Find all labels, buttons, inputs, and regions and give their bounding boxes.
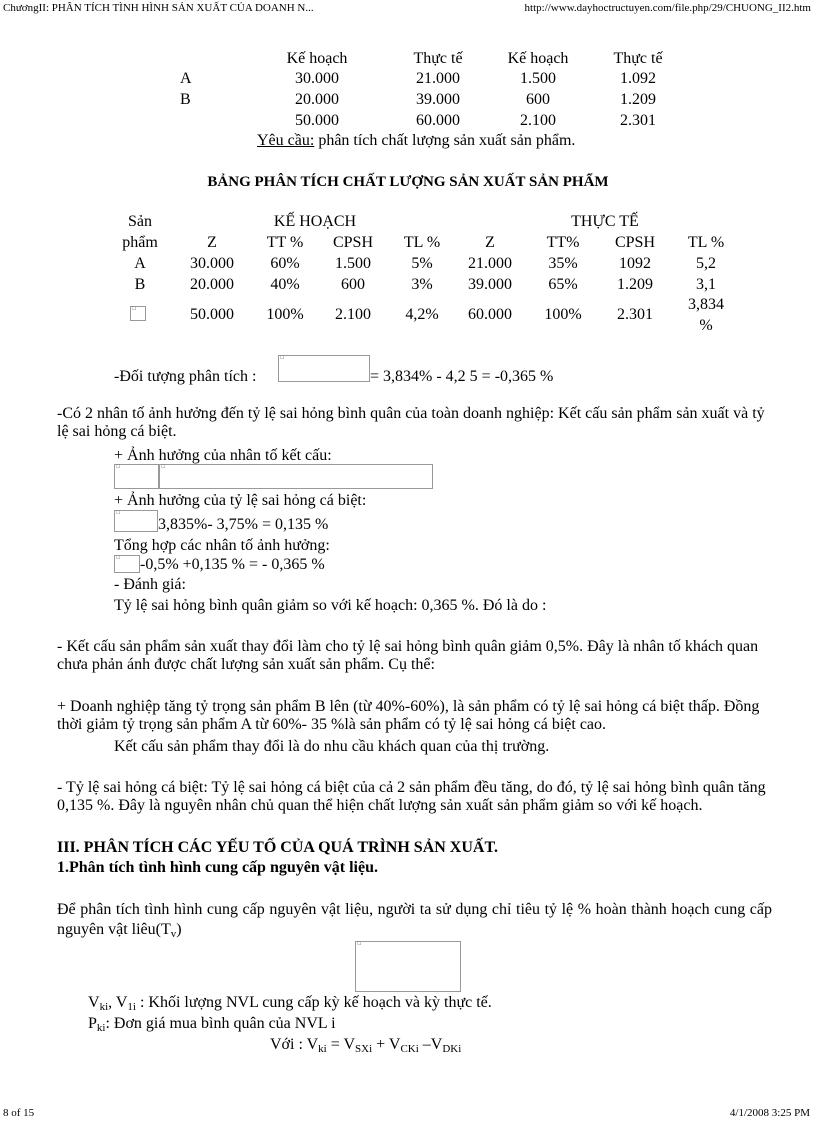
var-sub: CKi — [400, 1043, 419, 1055]
var-sub: ki — [318, 1043, 327, 1055]
top-row-label: A — [180, 70, 192, 87]
formula-part: Với : V — [270, 1036, 319, 1053]
table-cell: 60.000 — [468, 306, 512, 323]
definition-formula — [270, 1036, 461, 1054]
formula-image — [278, 355, 370, 382]
individual-factor-label: + Ảnh hưởng của tỷ lệ sai hỏng cá biệt: — [114, 492, 367, 509]
formula-image — [114, 510, 158, 532]
formula-part: –V — [418, 1036, 443, 1053]
analysis-object-label: -Đối tượng phân tích : — [114, 368, 257, 385]
paragraph-market: Kết cấu sản phẩm thay đổi là do nhu cầu khách quan của thị trường. — [114, 738, 550, 755]
top-cell: 60.000 — [416, 112, 460, 129]
section-intro-text: Để phân tích tình hình cung cấp nguyên vật liệu, người ta sử dụng chỉ tiêu tỷ lệ % hoàn thành hoạch cung cấp nguyên vật liêu(T — [57, 901, 772, 938]
var-sub: SXi — [355, 1043, 373, 1055]
evaluation-text: Tỷ lệ sai hỏng bình quân giảm so với kế hoạch: 0,365 %. Đó là do : — [114, 597, 547, 614]
top-cell: 20.000 — [295, 91, 339, 108]
table-cell: 1.500 — [335, 255, 371, 272]
page-footer-datetime: 4/1/2008 3:25 PM — [729, 1107, 810, 1119]
page-footer-number: 8 of 15 — [3, 1107, 35, 1119]
definition-p — [88, 1015, 336, 1033]
definition-text: : Đơn giá mua bình quân của NVL i — [105, 1015, 336, 1032]
table-cell: 100% — [544, 306, 582, 323]
table-cell: 30.000 — [190, 255, 234, 272]
requirement-label: Yêu cầu: — [257, 132, 315, 149]
var-sub: ki — [96, 1022, 106, 1034]
formula-image — [114, 464, 159, 489]
table-cell: 50.000 — [190, 306, 234, 323]
sum-symbol-image — [130, 306, 146, 321]
var-p: P — [88, 1015, 97, 1032]
table-cell: 2.100 — [335, 306, 371, 323]
section-heading: III. PHÂN TÍCH CÁC YẾU TỐ CỦA QUÁ TRÌNH SẢN XUẤT. — [57, 839, 498, 856]
sub-header: Z — [485, 234, 495, 251]
sub-header: CPSH — [614, 234, 656, 251]
row-label: A — [134, 255, 146, 272]
sub-header: TT% — [546, 234, 580, 251]
section-intro-sub: v — [170, 928, 177, 940]
table-cell: 39.000 — [468, 276, 512, 293]
formula-image — [159, 464, 433, 489]
table-cell-percent: % — [699, 317, 713, 334]
page-header-url: http://www.dayhoctructuyen.com/file.php/29/CHUONG_II2.htm — [524, 2, 811, 14]
table-cell: 60% — [270, 255, 300, 272]
product-header-line1: Sản — [128, 213, 152, 230]
top-cell: 50.000 — [295, 112, 339, 129]
table-cell: 4,2% — [405, 306, 439, 323]
table-cell: 600 — [341, 276, 365, 293]
top-cell: 1.092 — [620, 70, 656, 87]
table-cell: 2.301 — [617, 306, 653, 323]
top-col-header: Thực tế — [413, 50, 463, 67]
table-cell: 5,2 — [696, 255, 716, 272]
top-cell: 2.301 — [620, 112, 656, 129]
individual-factor-formula: 3,835%- 3,75% = 0,135 % — [158, 516, 329, 533]
formula-image — [114, 555, 140, 573]
summary-label: Tổng hợp các nhân tố ảnh hưởng: — [114, 537, 330, 554]
top-cell: 1.209 — [620, 91, 656, 108]
table-cell: 21.000 — [468, 255, 512, 272]
actual-header: THỰC TẾ — [571, 213, 639, 230]
requirement — [257, 132, 575, 150]
top-cell: 2.100 — [520, 112, 556, 129]
table-cell: 100% — [266, 306, 304, 323]
section-intro-end: ) — [176, 921, 182, 938]
section-intro — [57, 900, 772, 940]
top-cell: 600 — [526, 91, 550, 108]
formula-part: = V — [326, 1036, 356, 1053]
paragraph-individual: - Tỷ lệ sai hỏng cá biệt: Tỷ lệ sai hỏng cá biệt của cả 2 sản phẩm đều tăng, do đó, tỷ lệ sai hỏng bình quân tăng 0,135 %. Đây là nguyên nhân chủ quan thể hiện chất lượng sản xuất sản phẩm giảm so với kế hoạch. — [57, 779, 766, 814]
page-header-title: ChươngII: PHÂN TÍCH TÌNH HÌNH SẢN XUẤT CỦA DOANH N... — [3, 2, 314, 14]
table-cell: 3,834 — [688, 296, 724, 313]
row-label: B — [134, 276, 146, 293]
definition-v — [88, 994, 492, 1012]
top-col-header: Kế hoạch — [286, 50, 348, 67]
sub-header: Z — [207, 234, 217, 251]
table-cell: 3% — [411, 276, 433, 293]
factors-intro: -Có 2 nhân tố ảnh hưởng đến tỷ lệ sai hỏng bình quân của toàn doanh nghiệp: Kết cấu sản phẩm sản xuất và tỷ lệ sai hỏng cá biệt. — [57, 405, 765, 440]
top-cell: 30.000 — [295, 70, 339, 87]
evaluation-label: - Đánh giá: — [114, 576, 186, 593]
top-cell: 1.500 — [520, 70, 556, 87]
table-cell: 5% — [411, 255, 433, 272]
var-v: V — [115, 994, 128, 1011]
table-cell: 20.000 — [190, 276, 234, 293]
definition-text: : Khối lượng NVL cung cấp kỳ kế hoạch và kỳ thực tế. — [135, 994, 492, 1011]
var-sub: ki — [99, 1001, 109, 1013]
table-cell: 40% — [270, 276, 300, 293]
var-v: V — [88, 994, 100, 1011]
section-subheading: 1.Phân tích tình hình cung cấp nguyên vật liệu. — [57, 859, 378, 876]
formula-part: + V — [372, 1036, 401, 1053]
top-cell: 39.000 — [416, 91, 460, 108]
sub-header: CPSH — [332, 234, 374, 251]
requirement-text: phân tích chất lượng sản xuất sản phẩm. — [314, 132, 576, 149]
table-cell: 1.209 — [617, 276, 653, 293]
summary-formula: -0,5% +0,135 % = - 0,365 % — [140, 556, 325, 573]
table-cell: 1092 — [619, 255, 651, 272]
sub-header: TT % — [266, 234, 304, 251]
top-col-header: Kế hoạch — [507, 50, 569, 67]
var-sub: 1i — [127, 1001, 136, 1013]
separator: , — [108, 994, 116, 1011]
sub-header: TL % — [403, 234, 441, 251]
top-cell: 21.000 — [416, 70, 460, 87]
var-sub: DKi — [442, 1043, 462, 1055]
top-row-label: B — [180, 91, 191, 108]
table-cell: 35% — [548, 255, 578, 272]
sub-header: TL % — [687, 234, 725, 251]
table-title: BẢNG PHÂN TÍCH CHẤT LƯỢNG SẢN XUẤT SẢN PHẨM — [207, 174, 609, 190]
product-header-line2: phẩm — [122, 234, 158, 251]
plan-header: KẾ HOẠCH — [273, 213, 357, 230]
paragraph-detail: + Doanh nghiệp tăng tỷ trọng sản phẩm B lên (từ 40%-60%), là sản phẩm có tỷ lệ sai hỏng cá biệt thấp. Đồng thời giảm tỷ trọng sản phẩm A từ 60%- 35 %là sản phẩm có tỷ lệ sai hỏng cá biệt cao. — [57, 698, 760, 733]
paragraph-structure: - Kết cấu sản phẩm sản xuất thay đổi làm cho tỷ lệ sai hỏng bình quân giảm 0,5%. Đây là nhân tố khách quan chưa phản ánh được chất lượng sản xuất sản phẩm. Cụ thể: — [57, 638, 759, 673]
formula-image — [355, 941, 461, 992]
structure-factor-label: + Ảnh hưởng của nhân tố kết cấu: — [114, 447, 332, 464]
table-cell: 3,1 — [696, 276, 716, 293]
table-cell: 65% — [548, 276, 578, 293]
top-col-header: Thực tế — [613, 50, 663, 67]
analysis-object-formula: = 3,834% - 4,2 5 = -0,365 % — [370, 368, 554, 385]
